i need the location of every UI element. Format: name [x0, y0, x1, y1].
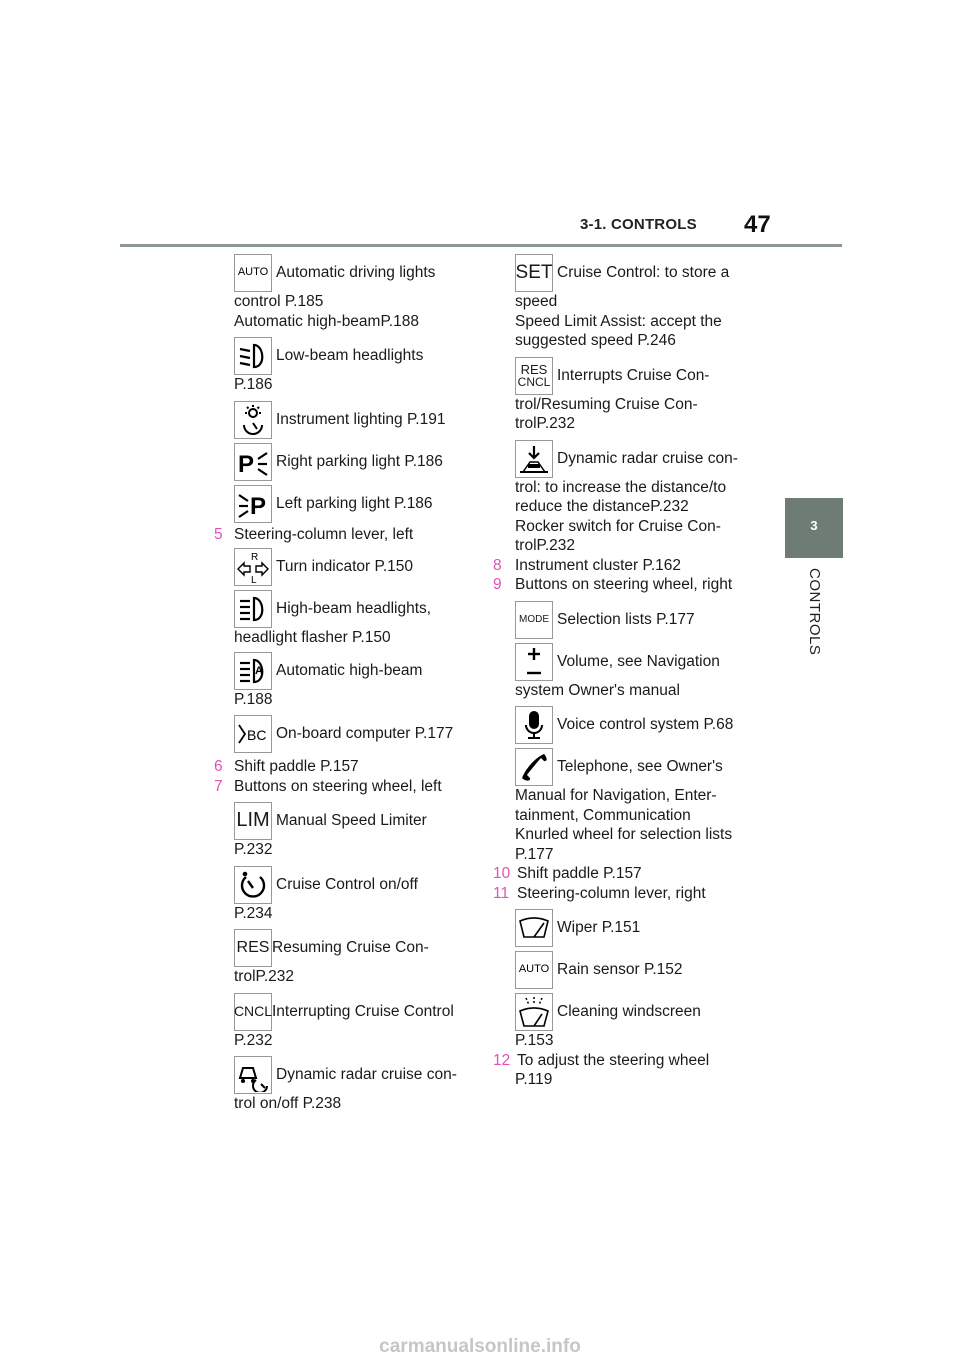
rain-sensor-text: Rain sensor P.152 [557, 961, 683, 979]
auto-icon: AUTO [234, 254, 272, 292]
speed-limiter-icon: LIM [234, 802, 272, 840]
resume-text-2: trolP.232 [234, 968, 295, 985]
washer-text-2: P.153 [515, 1032, 554, 1049]
mode-row [515, 601, 760, 639]
distance-text-4: Rocker switch for Cruise Con- [515, 517, 721, 535]
set-text-2: speed [515, 293, 558, 310]
volume-text-2: system Owner's manual [515, 681, 680, 699]
header-rule [120, 244, 842, 247]
svg-text:P: P [250, 492, 267, 520]
item-7 [214, 777, 474, 797]
cruise-control-icon [234, 866, 272, 904]
speed-limiter-text-2: P.232 [234, 841, 273, 858]
radar-cruise-text: Dynamic radar cruise con- [276, 1066, 457, 1084]
resume-icon: RES [234, 929, 272, 967]
item-11 [493, 884, 760, 904]
onboard-computer-icon [234, 715, 272, 753]
item-11-number: 11 [493, 884, 510, 902]
bc-row [234, 715, 474, 753]
left-parking-row [234, 485, 474, 523]
low-beam-text-2: P.186 [234, 376, 273, 393]
turn-indicator-text: Turn indicator P.150 [276, 558, 414, 576]
item-6 [214, 757, 474, 777]
washer-text: Cleaning windscreen [557, 1003, 701, 1021]
res-row [234, 929, 474, 967]
res-cncl-text-3: trolP.232 [515, 415, 576, 432]
speed-limiter-text: Manual Speed Limiter [276, 812, 427, 830]
item-5-number: 5 [214, 525, 223, 543]
svg-text:BC: BC [247, 727, 267, 743]
turn-row [234, 548, 474, 586]
chapter-tab-number: 3 [810, 518, 818, 533]
item-11-text: Steering-column lever, right [517, 884, 706, 902]
instrument-lighting-icon [234, 401, 272, 439]
set-text-3: Speed Limit Assist: accept the [515, 312, 722, 330]
item-6-text: Shift paddle P.157 [234, 758, 359, 775]
washer-icon [515, 993, 553, 1031]
drcc-row [234, 1056, 474, 1094]
svg-text:P: P [238, 450, 255, 478]
auto-high-beam-text: Automatic high-beam [276, 661, 423, 679]
voice-row [515, 706, 760, 744]
knurled-wheel-text: Knurled wheel for selection lists [515, 826, 733, 843]
distance-icon [515, 440, 553, 478]
watermark: carmanualsonline.info [379, 1336, 581, 1357]
right-parking-light-icon [234, 443, 272, 481]
distance-text: Dynamic radar cruise con- [557, 449, 738, 467]
item-10 [493, 864, 760, 884]
turn-indicator-icon [234, 548, 272, 586]
auto-high-beam-icon [234, 652, 272, 690]
set-text-4: suggested speed P.246 [515, 332, 676, 349]
res-cncl-row [515, 357, 760, 395]
cancel-text: Interrupting Cruise Control [272, 1002, 454, 1020]
svg-text:R: R [251, 552, 259, 563]
high-beam-text-2: headlight flasher P.150 [234, 629, 391, 646]
chapter-tab[interactable] [785, 498, 843, 558]
left-column [214, 254, 474, 1114]
item-5-text: Steering-column lever, left [234, 525, 414, 543]
auto-lights-row [234, 254, 474, 292]
distance-text-2: trol: to increase the distance/to [515, 478, 727, 496]
section-title: 3-1. CONTROLS [580, 216, 697, 233]
distance-row [515, 440, 760, 478]
right-column [493, 254, 760, 1090]
mode-icon: MODE [515, 601, 553, 639]
right-parking-row [234, 443, 474, 481]
telephone-text-3: tainment, Communication [515, 806, 691, 824]
res-cncl-text-2: trol/Resuming Cruise Con- [515, 395, 698, 413]
set-row [515, 254, 760, 292]
item-12 [493, 1051, 760, 1071]
page-number: 47 [744, 211, 771, 238]
svg-text:A: A [255, 664, 263, 677]
item-5 [214, 525, 474, 545]
left-parking-text: Left parking light P.186 [276, 494, 433, 512]
low-beam-text: Low-beam headlights [276, 347, 424, 365]
voice-control-text: Voice control system P.68 [557, 716, 734, 734]
cancel-icon: CNCL [234, 993, 272, 1031]
cancel-text-2: P.232 [234, 1031, 273, 1049]
telephone-text-2: Manual for Navigation, Enter- [515, 787, 717, 804]
cruise-control-text: Cruise Control on/off [276, 875, 418, 893]
radar-cruise-icon [234, 1056, 272, 1094]
item-12-number: 12 [493, 1051, 511, 1069]
knurled-wheel-text-2: P.177 [515, 845, 554, 863]
wiper-icon [515, 909, 553, 947]
phone-row [515, 748, 760, 786]
volume-icon [515, 643, 553, 681]
item-7-text: Buttons on steering wheel, left [234, 777, 442, 795]
res-cncl-text: Interrupts Cruise Con- [557, 366, 710, 384]
item-8 [493, 556, 760, 576]
high-beam-icon [234, 590, 272, 628]
rain-sensor-icon: AUTO [515, 951, 553, 989]
auto-high-beam-text: Automatic high-beamP.188 [234, 312, 419, 330]
distance-text-5: trolP.232 [515, 537, 576, 554]
set-text: Cruise Control: to store a [557, 264, 730, 282]
item-10-text: Shift paddle P.157 [517, 865, 642, 882]
volume-text: Volume, see Navigation [557, 652, 720, 670]
set-icon: SET [515, 254, 553, 292]
cncl-row [234, 993, 474, 1031]
low-beam-icon [234, 337, 272, 375]
item-12-text-2: P.119 [515, 1071, 553, 1088]
wiper-text: Wiper P.151 [557, 919, 641, 937]
item-9-text: Buttons on steering wheel, right [515, 576, 733, 593]
item-7-number: 7 [214, 777, 223, 795]
radar-cruise-text-2: trol on/off P.238 [234, 1095, 342, 1112]
right-parking-text: Right parking light P.186 [276, 452, 443, 470]
svg-text:L: L [251, 575, 257, 584]
item-9 [493, 575, 760, 595]
auto-lights-text-2: control P.185 [234, 293, 324, 310]
wiper-row [515, 909, 760, 947]
cc-row [234, 866, 474, 904]
telephone-text: Telephone, see Owner's [557, 758, 723, 776]
left-parking-light-icon [234, 485, 272, 523]
resume-text: Resuming Cruise Con- [272, 939, 429, 957]
auto-high-beam-text-2: P.188 [234, 690, 273, 708]
item-8-text: Instrument cluster P.162 [515, 556, 681, 574]
auto-lights-text: Automatic driving lights [276, 264, 436, 282]
telephone-icon [515, 748, 553, 786]
rain-row [515, 951, 760, 989]
distance-text-3: reduce the distanceP.232 [515, 498, 689, 515]
instrument-row [234, 401, 474, 439]
voice-control-icon [515, 706, 553, 744]
auto-high-row [234, 652, 474, 690]
clean-row [515, 993, 760, 1031]
lim-row [234, 802, 474, 840]
instrument-lighting-text: Instrument lighting P.191 [276, 410, 446, 428]
item-10-number: 10 [493, 865, 511, 882]
low-beam-row [234, 337, 474, 375]
high-beam-text: High-beam headlights, [276, 600, 432, 618]
res-cncl-icon: RES CNCL [515, 357, 553, 395]
mode-text: Selection lists P.177 [557, 610, 695, 628]
onboard-computer-text: On-board computer P.177 [276, 725, 454, 743]
high-beam-row [234, 590, 474, 628]
item-6-number: 6 [214, 758, 223, 775]
item-8-number: 8 [493, 556, 502, 574]
chapter-tab-label: CONTROLS [806, 568, 823, 656]
cruise-control-text-2: P.234 [234, 904, 273, 922]
item-12-text: To adjust the steering wheel [517, 1051, 710, 1069]
volume-row [515, 643, 760, 681]
item-9-number: 9 [493, 576, 502, 593]
